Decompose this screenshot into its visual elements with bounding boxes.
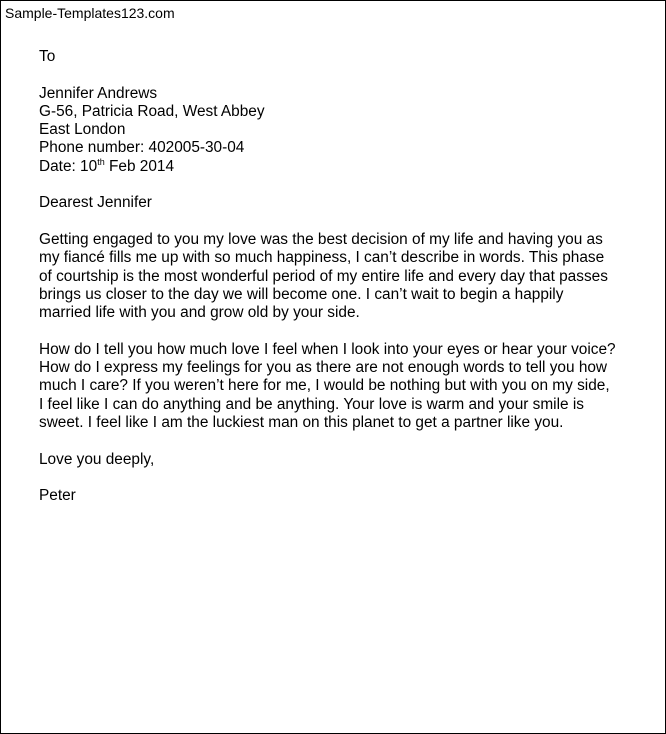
recipient-block [39, 85, 651, 176]
spacer [39, 322, 651, 340]
salutation: Dearest Jennifer [39, 194, 152, 212]
paragraph-line: married life with you and grow old by your side. [39, 304, 360, 322]
spacer [39, 213, 651, 231]
recipient-address-line2: East London [39, 121, 126, 139]
spacer [39, 469, 651, 487]
date-prefix: Date: 10 [39, 157, 98, 175]
paragraph-line: Getting engaged to you my love was the best decision of my life and having you as [39, 230, 603, 248]
paragraph-line: much I care? If you weren’t here for me, I would be nothing but with you on my side, [39, 377, 610, 395]
recipient-address-line1: G-56, Patricia Road, West Abbey [39, 102, 265, 120]
spacer [39, 176, 651, 194]
letter-body [39, 48, 651, 505]
paragraph-line: How do I tell you how much love I feel when I look into your eyes or hear your voice? [39, 340, 616, 358]
watermark-text: Sample-Templates123.com [5, 5, 175, 21]
closing: Love you deeply, [39, 450, 155, 468]
spacer [39, 66, 651, 84]
letter-date [39, 158, 651, 176]
spacer [39, 432, 651, 450]
recipient-name: Jennifer Andrews [39, 84, 158, 102]
paragraph-line: my fiancé fills me up with so much happiness, I can’t describe in words. This phase [39, 249, 605, 267]
paragraph-line: of courtship is the most wonderful period of my entire life and every day that passes [39, 267, 608, 285]
paragraph-line: sweet. I feel like I am the luckiest man on this planet to get a partner like you. [39, 413, 564, 431]
paragraph-line: I feel like I can do anything and be anything. Your love is warm and your smile is [39, 395, 584, 413]
paragraph-1 [39, 231, 651, 322]
paragraph-line: brings us closer to the day we will become one. I can’t wait to begin a happily [39, 285, 564, 303]
recipient-phone: Phone number: 402005-30-04 [39, 139, 245, 157]
paragraph-line: How do I express my feelings for you as there are not enough words to tell you how [39, 359, 608, 377]
signature: Peter [39, 487, 76, 505]
date-ordinal-suffix: th [97, 156, 105, 167]
date-rest: Feb 2014 [104, 157, 175, 175]
paragraph-2 [39, 341, 651, 432]
to-label: To [39, 48, 56, 65]
